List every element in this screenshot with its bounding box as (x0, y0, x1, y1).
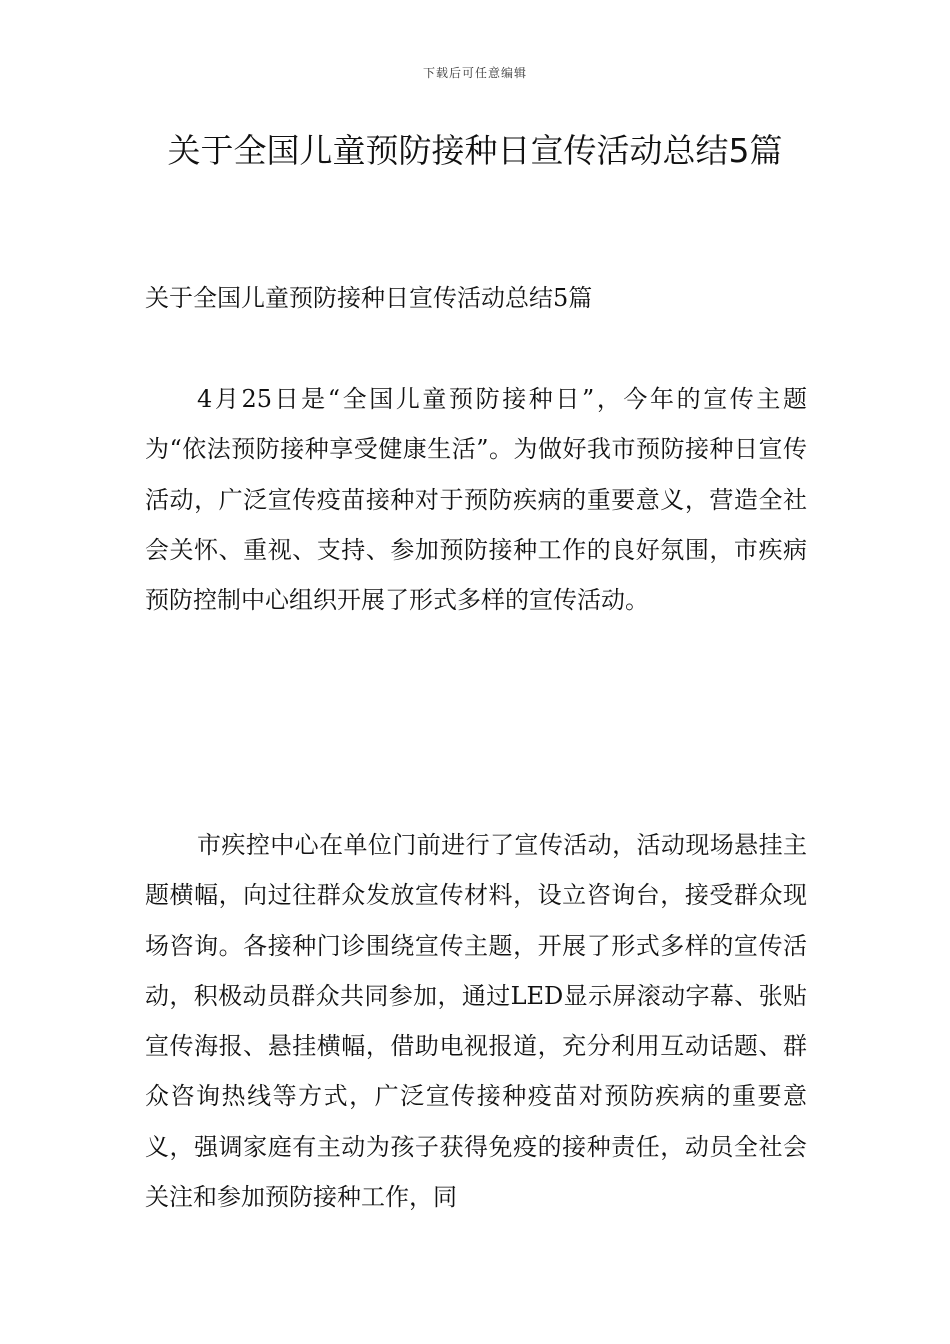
document-title: 关于全国儿童预防接种日宣传活动总结5篇 (167, 131, 783, 170)
document-subtitle: 关于全国儿童预防接种日宣传活动总结5篇 (145, 284, 593, 312)
header-note: 下载后可任意编辑 (422, 66, 527, 80)
body-paragraph: 市疾控中心在单位门前进行了宣传活动，活动现场悬挂主题横幅，向过往群众发放宣传材料，设立咨询台，接受群众现场咨询。各接种门诊围绕宣传主题，开展了形式多样的宣传活动，积极动员群众共同参加，通过LED显示屏滚动字幕、张贴宣传海报、悬挂横幅，借助电视报道，充分利用互动话题、群众咨询热线等方式，广泛宣传接种疫苗对预防疾病的重要意义，强调家庭有主动为孩子获得免疫的接种责任，动员全社会关注和参加预防接种工作，同 (145, 831, 807, 1212)
body-paragraph: 4月25日是“全国儿童预防接种日”，今年的宣传主题为“依法预防接种享受健康生活”。为做好我市预防接种日宣传活动，广泛宣传疫苗接种对于预防疾病的重要意义，营造全社会关怀、重视、支持、参加预防接种工作的良好氛围，市疾病预防控制中心组织开展了形式多样的宣传活动。 (145, 385, 807, 615)
